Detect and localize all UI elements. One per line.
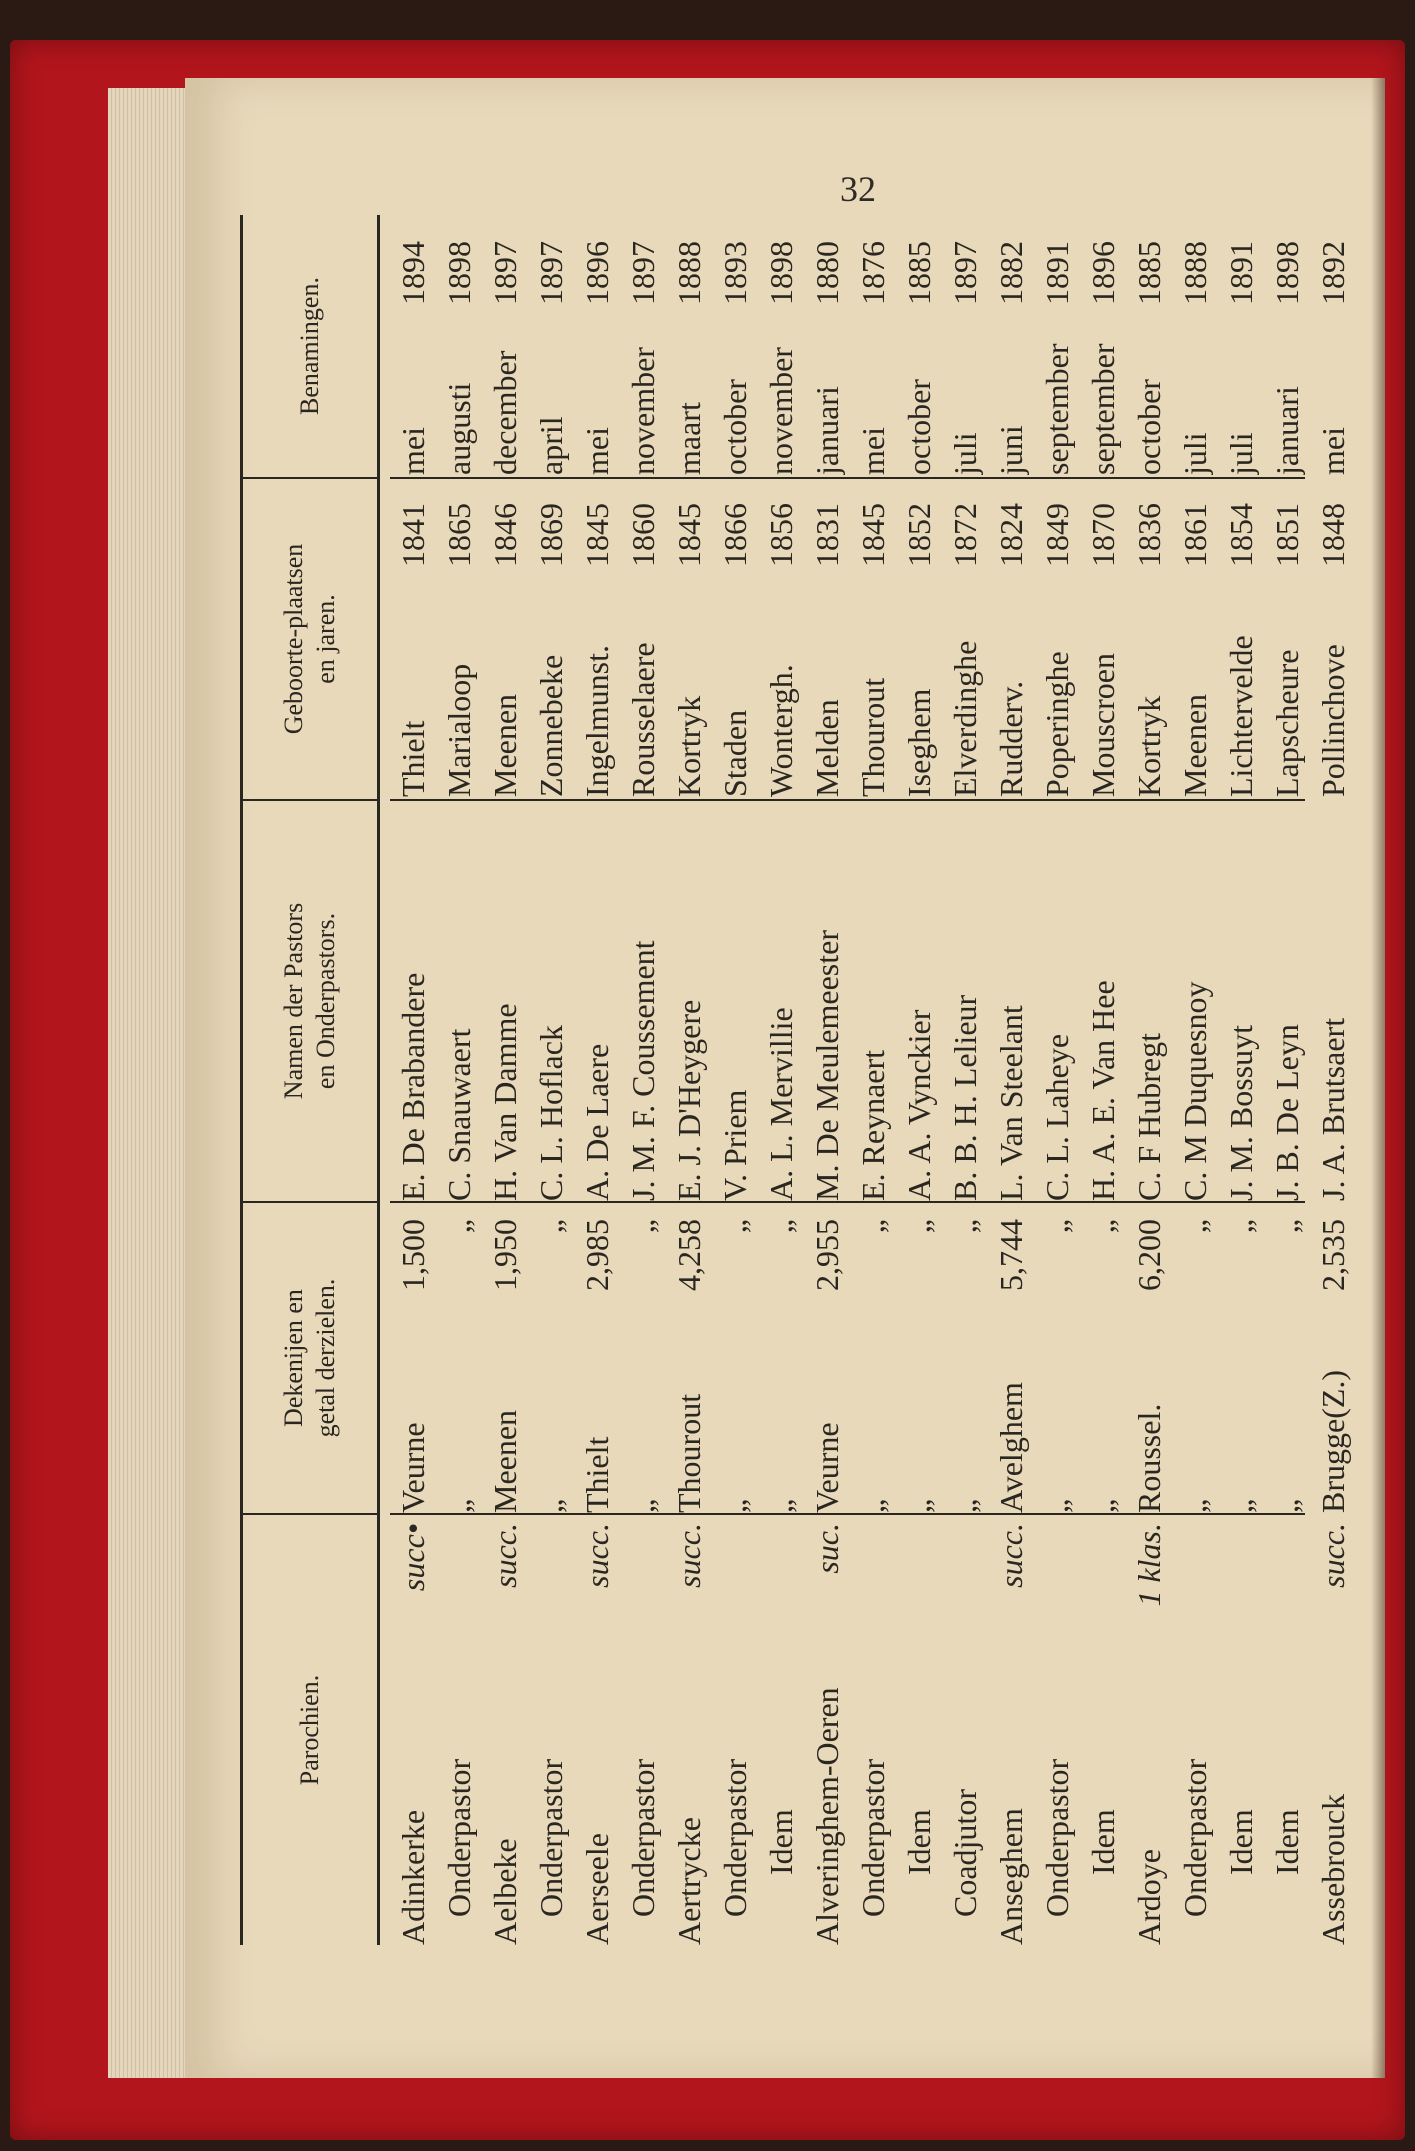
parish-table bbox=[240, 215, 1351, 1945]
table-row bbox=[988, 215, 1034, 1945]
cell-deanery: „ bbox=[763, 1498, 799, 1513]
cell-app-year: 1898 bbox=[441, 241, 477, 305]
cell-place: Poperinghe bbox=[1039, 651, 1075, 797]
cell-app-year: 1891 bbox=[1223, 241, 1259, 305]
cell-place: Mouscroen bbox=[1085, 653, 1121, 797]
table-row bbox=[436, 215, 482, 1945]
cell-status: succ. bbox=[993, 1523, 1029, 1588]
cell-souls: „ bbox=[625, 1219, 661, 1234]
cell-name: J. M. Bossuyt bbox=[1223, 1024, 1259, 1201]
cell-souls: 5,744 bbox=[993, 1219, 1029, 1291]
cell-souls: 6,200 bbox=[1131, 1219, 1167, 1291]
cell-parish: Onderpastor bbox=[855, 1758, 891, 1917]
cell-deanery: Roussel. bbox=[1131, 1403, 1167, 1513]
cell-souls: „ bbox=[1177, 1219, 1213, 1234]
table-row bbox=[390, 215, 436, 1945]
cell-year: 1872 bbox=[947, 503, 983, 567]
cell-deanery: „ bbox=[1223, 1498, 1259, 1513]
cell-name: E. J. D'Heygere bbox=[671, 999, 707, 1201]
cell-place: Zonnebeke bbox=[533, 654, 569, 797]
cell-month: april bbox=[533, 416, 569, 475]
cell-souls: „ bbox=[855, 1219, 891, 1234]
cell-souls: 2,535 bbox=[1315, 1219, 1351, 1291]
cell-month: mei bbox=[855, 427, 891, 475]
cell-souls: 4,258 bbox=[671, 1219, 707, 1291]
cell-place: Kortryk bbox=[1131, 695, 1167, 797]
cell-name: B. B. H. Lelieur bbox=[947, 994, 983, 1201]
cell-name: A. De Laere bbox=[579, 1043, 615, 1201]
cell-status: succ. bbox=[487, 1523, 523, 1588]
cell-app-year: 1898 bbox=[763, 241, 799, 305]
cell-deanery: „ bbox=[1039, 1498, 1075, 1513]
cell-parish: Assebrouck bbox=[1315, 1793, 1351, 1945]
cell-app-year: 1898 bbox=[1269, 241, 1305, 305]
header-names: Namen der Pastors en Onderpastors. bbox=[278, 902, 340, 1100]
cell-status: succ• bbox=[395, 1523, 431, 1592]
cell-souls: „ bbox=[441, 1219, 477, 1234]
cell-place: Elverdinghe bbox=[947, 640, 983, 797]
cell-year: 1831 bbox=[809, 503, 845, 567]
cell-parish: Alveringhem-Oeren bbox=[809, 1687, 845, 1945]
cell-souls: „ bbox=[1269, 1219, 1305, 1234]
cell-parish: Anseghem bbox=[993, 1808, 1029, 1945]
cell-souls: „ bbox=[1223, 1219, 1259, 1234]
cell-name: V. Priem bbox=[717, 1089, 753, 1201]
cell-place: Marialoop bbox=[441, 663, 477, 797]
cell-deanery: „ bbox=[625, 1498, 661, 1513]
cell-place: Staden bbox=[717, 709, 753, 797]
cell-status: suc. bbox=[809, 1523, 845, 1574]
table-row bbox=[1080, 215, 1126, 1945]
table-row bbox=[574, 215, 620, 1945]
cell-deanery: „ bbox=[717, 1498, 753, 1513]
cell-place: Lichtervelde bbox=[1223, 635, 1259, 797]
cell-name: C. L. Hoflack bbox=[533, 1025, 569, 1201]
cell-souls: „ bbox=[717, 1219, 753, 1234]
cell-month: juli bbox=[1177, 432, 1213, 475]
cell-deanery: Thourout bbox=[671, 1393, 707, 1513]
cell-deanery: Brugge(Z.) bbox=[1315, 1369, 1351, 1513]
cell-deanery: Avelghem bbox=[993, 1382, 1029, 1513]
cell-place: Ingelmunst. bbox=[579, 645, 615, 797]
cell-deanery: „ bbox=[1085, 1498, 1121, 1513]
cell-app-year: 1892 bbox=[1315, 241, 1351, 305]
cell-month: januari bbox=[1269, 386, 1305, 475]
cell-year: 1845 bbox=[855, 503, 891, 567]
table-body bbox=[390, 215, 1356, 1945]
table-row bbox=[1264, 215, 1310, 1945]
cell-place: Rudderv. bbox=[993, 680, 1029, 797]
cell-app-year: 1888 bbox=[671, 241, 707, 305]
cell-place: Pollinchove bbox=[1315, 644, 1351, 797]
table-header bbox=[240, 215, 380, 1945]
cell-name: H. A. E. Van Hee bbox=[1085, 980, 1121, 1201]
cell-year: 1845 bbox=[671, 503, 707, 567]
cell-month: november bbox=[625, 347, 661, 475]
cell-place: Thourout bbox=[855, 677, 891, 797]
cell-app-year: 1896 bbox=[1085, 241, 1121, 305]
cell-souls: 1,500 bbox=[395, 1219, 431, 1291]
cell-month: juli bbox=[1223, 432, 1259, 475]
cell-year: 1870 bbox=[1085, 503, 1121, 567]
cell-app-year: 1897 bbox=[625, 241, 661, 305]
cell-month: juli bbox=[947, 432, 983, 475]
cell-name: J. A. Brutsaert bbox=[1315, 1017, 1351, 1201]
cell-year: 1845 bbox=[579, 503, 615, 567]
cell-deanery: „ bbox=[1269, 1498, 1305, 1513]
cell-place: Rousselaere bbox=[625, 642, 661, 797]
cell-app-year: 1896 bbox=[579, 241, 615, 305]
cell-name: J. B. De Leyn bbox=[1269, 1024, 1305, 1201]
cell-place: Meenen bbox=[487, 693, 523, 797]
table-row bbox=[1034, 215, 1080, 1945]
cell-app-year: 1894 bbox=[395, 241, 431, 305]
cell-app-year: 1885 bbox=[1131, 241, 1167, 305]
cell-deanery: „ bbox=[441, 1498, 477, 1513]
cell-parish: Onderpastor bbox=[441, 1758, 477, 1917]
table-row bbox=[620, 215, 666, 1945]
cell-year: 1851 bbox=[1269, 503, 1305, 567]
cell-month: augusti bbox=[441, 382, 477, 475]
cell-parish: Onderpastor bbox=[717, 1758, 753, 1917]
header-divider bbox=[243, 477, 377, 479]
cell-souls: „ bbox=[947, 1219, 983, 1234]
cell-souls: „ bbox=[1085, 1219, 1121, 1234]
cell-year: 1836 bbox=[1131, 503, 1167, 567]
cell-month: mei bbox=[395, 427, 431, 475]
cell-app-year: 1882 bbox=[993, 241, 1029, 305]
header-parish: Parochien. bbox=[294, 1674, 324, 1786]
cell-place: Lapscheure bbox=[1269, 649, 1305, 797]
cell-souls: „ bbox=[763, 1219, 799, 1234]
table-row bbox=[712, 215, 758, 1945]
cell-name: C. L. Laheye bbox=[1039, 1033, 1075, 1201]
header-divider bbox=[243, 1513, 377, 1515]
cell-parish: Onderpastor bbox=[1039, 1758, 1075, 1917]
table-row bbox=[758, 215, 804, 1945]
cell-deanery: Meenen bbox=[487, 1409, 523, 1513]
cell-name: E. De Brabandere bbox=[395, 972, 431, 1201]
table-row bbox=[896, 215, 942, 1945]
cell-year: 1866 bbox=[717, 503, 753, 567]
cell-deanery: Veurne bbox=[809, 1422, 845, 1513]
cell-name: A. A. Vynckier bbox=[901, 1009, 937, 1201]
cell-year: 1865 bbox=[441, 503, 477, 567]
cell-month: juni bbox=[993, 425, 1029, 475]
cell-name: E. Reynaert bbox=[855, 1049, 891, 1201]
cell-name: H. Van Damme bbox=[487, 1003, 523, 1201]
cell-souls: „ bbox=[533, 1219, 569, 1234]
cell-app-year: 1880 bbox=[809, 241, 845, 305]
cell-place: Melden bbox=[809, 699, 845, 797]
cell-app-year: 1885 bbox=[901, 241, 937, 305]
cell-month: september bbox=[1085, 343, 1121, 475]
cell-month: maart bbox=[671, 402, 707, 475]
cell-parish: Onderpastor bbox=[625, 1758, 661, 1917]
cell-month: october bbox=[901, 379, 937, 475]
cell-status: succ. bbox=[671, 1523, 707, 1588]
cell-year: 1860 bbox=[625, 503, 661, 567]
cell-name: C. Snauwaert bbox=[441, 1028, 477, 1201]
table-row bbox=[804, 215, 850, 1945]
cell-app-year: 1897 bbox=[947, 241, 983, 305]
cell-month: januari bbox=[809, 386, 845, 475]
cell-deanery: „ bbox=[855, 1498, 891, 1513]
header-appointment: Benamingen. bbox=[294, 277, 324, 415]
cell-status: succ. bbox=[1315, 1523, 1351, 1588]
cell-parish: Onderpastor bbox=[533, 1758, 569, 1917]
cell-souls: 2,955 bbox=[809, 1219, 845, 1291]
cell-deanery: „ bbox=[533, 1498, 569, 1513]
cell-app-year: 1897 bbox=[533, 241, 569, 305]
cell-parish: Aerseele bbox=[579, 1833, 615, 1945]
table-row bbox=[482, 215, 528, 1945]
cell-month: december bbox=[487, 350, 523, 475]
cell-souls: 2,985 bbox=[579, 1219, 615, 1291]
table-row bbox=[528, 215, 574, 1945]
header-divider bbox=[243, 799, 377, 801]
cell-parish: Onderpastor bbox=[1177, 1758, 1213, 1917]
cell-parish: Coadjutor bbox=[947, 1789, 983, 1917]
cell-month: mei bbox=[1315, 427, 1351, 475]
cell-name: J. M. F. Coussement bbox=[625, 940, 661, 1201]
table-row bbox=[1172, 215, 1218, 1945]
cell-parish: Idem bbox=[763, 1809, 799, 1875]
cell-month: october bbox=[1131, 379, 1167, 475]
cell-year: 1848 bbox=[1315, 503, 1351, 567]
cell-parish: Idem bbox=[1085, 1809, 1121, 1875]
cell-year: 1854 bbox=[1223, 503, 1259, 567]
cell-name: L. Van Steelant bbox=[993, 1005, 1029, 1201]
cell-year: 1824 bbox=[993, 503, 1029, 567]
cell-souls: 1,950 bbox=[487, 1219, 523, 1291]
cell-year: 1856 bbox=[763, 503, 799, 567]
cell-souls: „ bbox=[901, 1219, 937, 1234]
cell-parish: Aertrycke bbox=[671, 1817, 707, 1945]
cell-year: 1852 bbox=[901, 503, 937, 567]
cell-deanery: „ bbox=[1177, 1498, 1213, 1513]
table-row bbox=[666, 215, 712, 1945]
cell-month: october bbox=[717, 379, 753, 475]
cell-place: Kortryk bbox=[671, 695, 707, 797]
cell-deanery: „ bbox=[901, 1498, 937, 1513]
cell-name: C. M Duquesnoy bbox=[1177, 981, 1213, 1201]
cell-app-year: 1888 bbox=[1177, 241, 1213, 305]
cell-deanery: Veurne bbox=[395, 1422, 431, 1513]
cell-place: Thielt bbox=[395, 720, 431, 797]
cell-parish: Idem bbox=[1269, 1809, 1305, 1875]
cell-parish: Aelbeke bbox=[487, 1838, 523, 1945]
cell-parish: Adinkerke bbox=[395, 1809, 431, 1945]
cell-year: 1861 bbox=[1177, 503, 1213, 567]
cell-year: 1841 bbox=[395, 503, 431, 567]
cell-parish: Ardoye bbox=[1131, 1849, 1167, 1945]
cell-place: Wontergh. bbox=[763, 664, 799, 797]
cell-app-year: 1876 bbox=[855, 241, 891, 305]
table-row bbox=[942, 215, 988, 1945]
cell-deanery: „ bbox=[947, 1498, 983, 1513]
cell-app-year: 1897 bbox=[487, 241, 523, 305]
cell-parish: Idem bbox=[901, 1809, 937, 1875]
cell-status: succ. bbox=[579, 1523, 615, 1588]
cell-place: Iseghem bbox=[901, 688, 937, 797]
table-row bbox=[1218, 215, 1264, 1945]
header-birth: Geboorte-plaatsen en jaren. bbox=[278, 543, 340, 735]
table-row bbox=[1126, 215, 1172, 1945]
cell-name: A. L. Mervillie bbox=[763, 1007, 799, 1201]
spine-shadow bbox=[1371, 78, 1385, 2078]
cell-status: 1 klas. bbox=[1131, 1523, 1167, 1607]
cell-app-year: 1891 bbox=[1039, 241, 1075, 305]
cell-month: september bbox=[1039, 343, 1075, 475]
cell-name: M. De Meulemeester bbox=[809, 929, 845, 1201]
header-divider bbox=[243, 1201, 377, 1203]
cell-month: mei bbox=[579, 427, 615, 475]
table-row bbox=[850, 215, 896, 1945]
header-deanery: Dekenijen en getal derzielen. bbox=[278, 1278, 340, 1438]
cell-souls: „ bbox=[1039, 1219, 1075, 1234]
table-row bbox=[1310, 215, 1356, 1945]
cell-year: 1846 bbox=[487, 503, 523, 567]
cell-name: C. F Hubregt bbox=[1131, 1033, 1167, 1201]
cell-month: november bbox=[763, 347, 799, 475]
cell-app-year: 1893 bbox=[717, 241, 753, 305]
cell-place: Meenen bbox=[1177, 693, 1213, 797]
page-number: 32 bbox=[840, 169, 876, 209]
cell-deanery: Thielt bbox=[579, 1436, 615, 1513]
cell-year: 1849 bbox=[1039, 503, 1075, 567]
cell-parish: Idem bbox=[1223, 1809, 1259, 1875]
cell-year: 1869 bbox=[533, 503, 569, 567]
